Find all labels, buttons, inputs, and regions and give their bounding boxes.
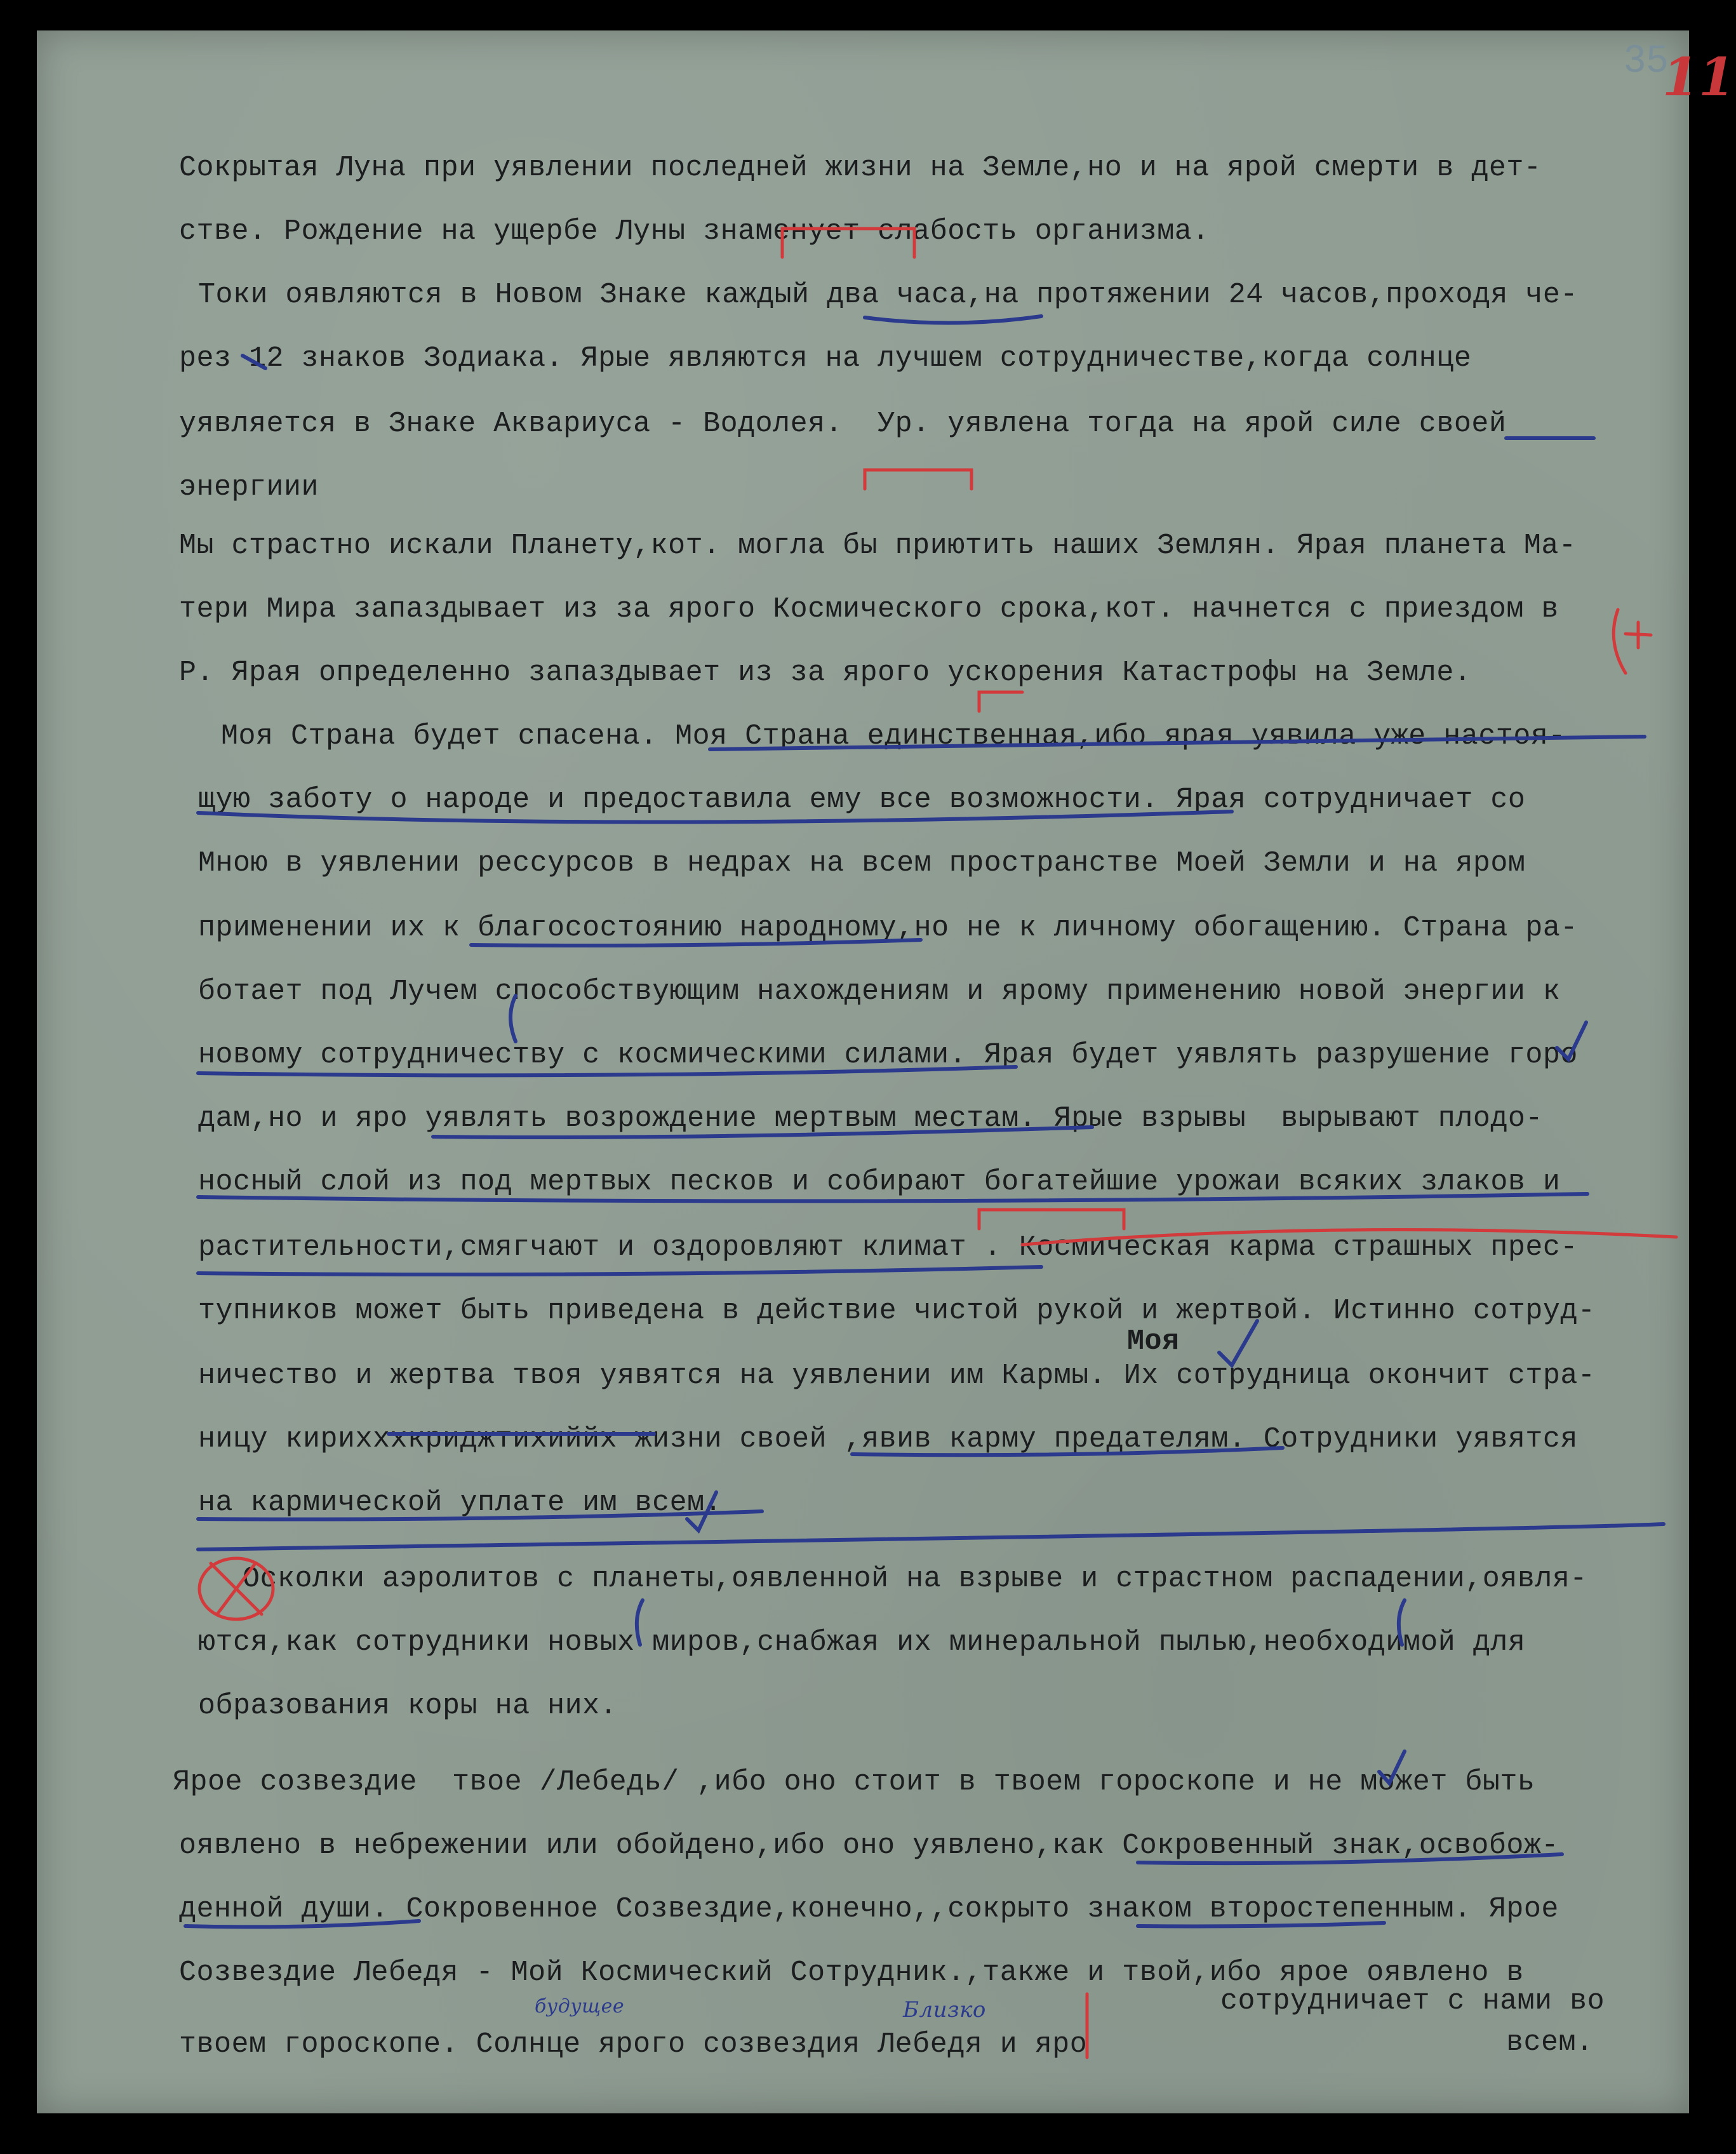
text-line: образования коры на них.: [198, 1690, 618, 1722]
text-line: ничество и жертва твоя уявятся на уявлении им Кармы. Их сотрудница окончит стра-: [198, 1360, 1596, 1392]
folio-number-pencil: 35: [1624, 37, 1669, 80]
text-line: новому сотрудничеству с космическими силами. Ярая будет уявлять разрушение горо: [198, 1039, 1578, 1071]
text-line: дам,но и яро уявлять возрождение мертвым местам. Ярые взрывы вырывают плодо-: [198, 1102, 1543, 1135]
interlinear-insertion: Моя: [1127, 1325, 1180, 1358]
text-line: денной души. Сокровенное Созвездие,конечно,,сокрыто знаком второстепенным. Ярое: [179, 1893, 1559, 1925]
handwritten-note: будущее: [535, 1995, 625, 2017]
text-line: Ярое созвездие твое /Лебедь/ ,ибо оно стоит в твоем гороскопе и не может быть: [173, 1766, 1535, 1798]
text-line: ются,как сотрудники новых миров,снабжая их минеральной пылью,необходимой для: [198, 1626, 1526, 1659]
text-line: Созвездие Лебедя - Мой Космический Сотрудник.,также и твой,ибо ярое оявлено в: [179, 1957, 1524, 1989]
text-line: энергиии: [179, 471, 319, 504]
text-line-raised: сотрудничает с нами во: [1220, 1985, 1605, 2017]
text-line: на кармической уплате им всем.: [198, 1487, 723, 1519]
text-line: Мы страстно искали Планету,кот. могла бы приютить наших Землян. Ярая планета Ма-: [179, 530, 1577, 562]
text-line: растительности,смягчают и оздоровляют климат . Космическая карма страшных прес-: [198, 1231, 1578, 1264]
text-line: тери Мира запаздывает из за ярого Космического срока,кот. начнется с приездом в: [179, 593, 1559, 625]
folio-number-red: 11: [1662, 47, 1735, 108]
handwritten-note: Близко: [903, 1997, 986, 2023]
text-line: Р. Ярая определенно запаздывает из за ярого ускорения Катастрофы на Земле.: [179, 657, 1472, 689]
text-line: Сокрытая Луна при уявлении последней жизни на Земле,но и на ярой смерти в дет-: [179, 152, 1542, 184]
text-line-end: всем.: [1506, 2026, 1594, 2059]
text-line: твоем гороскопе. Солнце ярого созвездия Лебедя и яро: [179, 2028, 1088, 2061]
text-line: применении их к благосостоянию народному,но не к личному обогащению. Страна ра-: [198, 912, 1578, 944]
text-line: Мною в уявлении рессурсов в недрах на всем пространстве Моей Земли и на яром: [198, 847, 1526, 880]
text-line: стве. Рождение на ущербе Луны знаменует слабость организма.: [179, 215, 1210, 248]
text-line: Моя Страна будет спасена. Моя Страна единственная,ибо ярая уявила уже настоя-: [221, 720, 1566, 753]
text-line: носный слой из под мертвых песков и собирают богатейшие урожаи всяких злаков и: [198, 1166, 1561, 1198]
text-line: Токи оявляются в Новом Знаке каждый два часа,на протяжении 24 часов,проходя че-: [198, 279, 1578, 311]
text-line: ботает под Лучем способствующим нахождениям и ярому применению новой энергии к: [198, 975, 1561, 1008]
text-line: Осколки аэролитов с планеты,оявленной на взрыве и страстном распадении,оявля-: [243, 1563, 1587, 1595]
text-line: уявляется в Знаке Аквариуса - Водолея. Ур. уявлена тогда на ярой силе своей: [179, 408, 1507, 440]
text-line: ницу кирихххкриджтихиййх жизни своей ,явив карму предателям. Сотрудники уявятся: [198, 1423, 1578, 1455]
text-line: тупников может быть приведена в действие чистой рукой и жертвой. Истинно сотруд-: [198, 1295, 1596, 1327]
text-line: оявлено в небрежении или обойдено,ибо оно уявлено,как Сокровенный знак,освобож-: [179, 1830, 1559, 1862]
text-line: рез 12 знаков Зодиака. Ярые являются на лучшем сотрудничестве,когда солнце: [179, 342, 1472, 375]
text-line: щую заботу о народе и предоставила ему все возможности. Ярая сотрудничает со: [198, 784, 1526, 816]
